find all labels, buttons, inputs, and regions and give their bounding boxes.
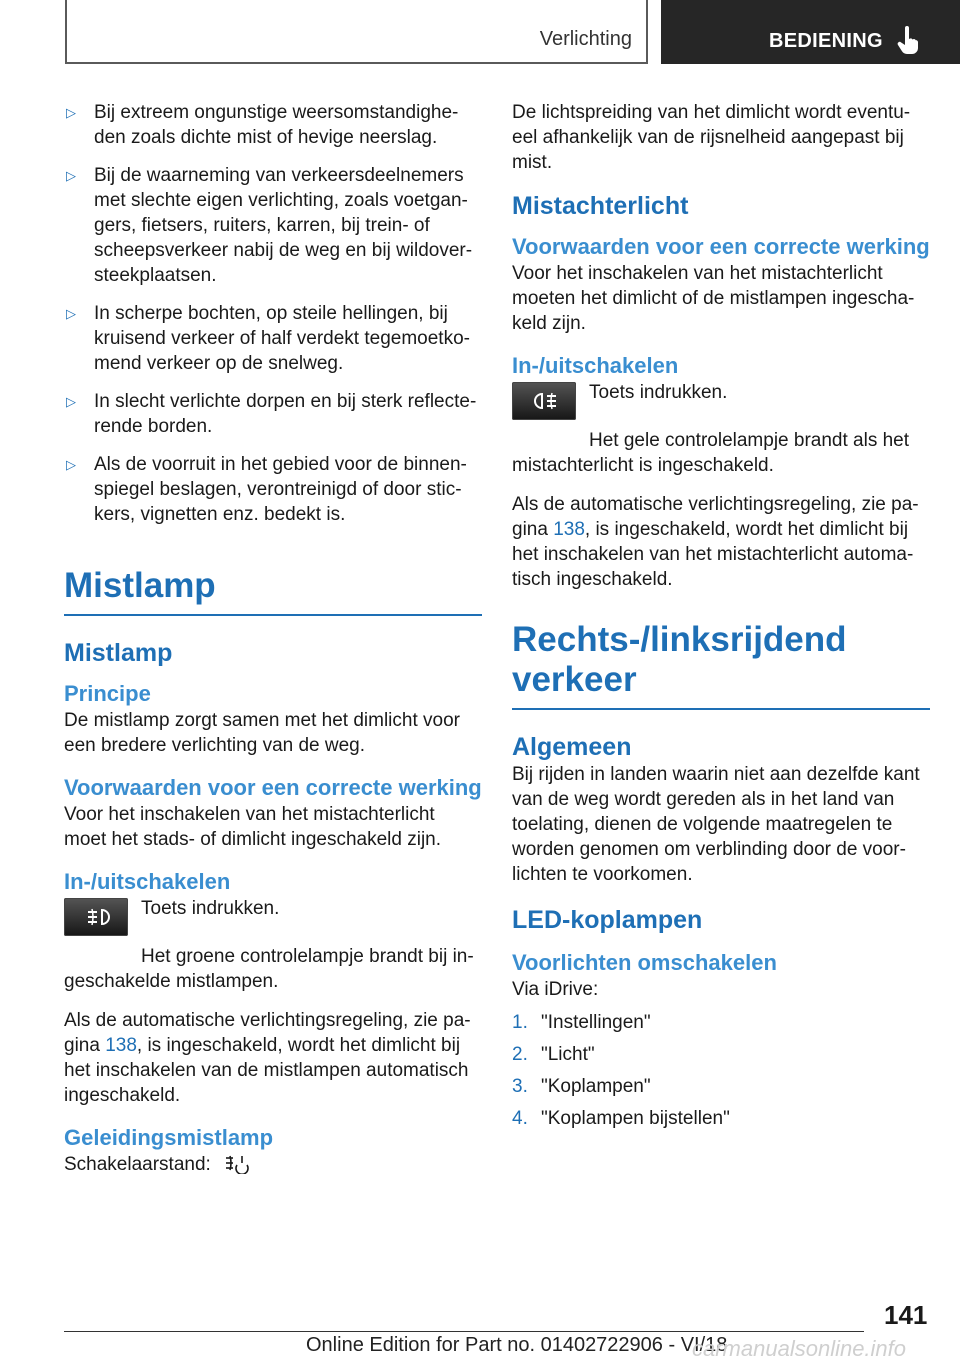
- switch-position-icon: [222, 1152, 250, 1174]
- list-item: ▷ In slecht verlichte dorpen en bij sterk reflecte‐rende borden.: [66, 391, 477, 437]
- conditions-text: Voor het inschakelen van het mistachterlicht moet het stads- of dimlicht ingeschakeld zijn.: [64, 804, 442, 850]
- section-title: BEDIENING: [769, 30, 883, 52]
- switch-indicator-text-rear: Het gele controlelampje brandt als het mistachterlicht is ingeschakeld.: [512, 430, 910, 476]
- step-item: 4. "Koplampen bijstellen": [512, 1108, 730, 1129]
- watermark: carmanualsonline.info: [692, 1336, 907, 1361]
- list-item: ▷ In scherpe bochten, op steile hellingen, bij kruisend verkeer of half verdekt tegemoetko‐mend verkeer op de snelweg.: [66, 303, 470, 374]
- right-column: [512, 100, 930, 1138]
- heading-switch: In-/uitschakelen: [64, 869, 231, 894]
- rear-fog-switch-row: [512, 380, 930, 420]
- step-item: 2. "Licht": [512, 1044, 595, 1065]
- conditions-text-rear: Voor het inschakelen van het mistachterlicht moeten het dimlicht of de mistlampen ingescha‐keld zijn.: [512, 263, 915, 334]
- triangle-bullet-icon: ▷: [66, 168, 76, 183]
- heading-principe: Principe: [64, 681, 151, 706]
- general-text: Bij rijden in landen waarin niet aan dezelfde kant van de weg wordt gereden als in het land van toelating, dienen de volgende maatregelen te worden genomen om verblinding door de voor‐lichten te voorkomen.: [512, 764, 920, 885]
- heading-algemeen: Algemeen: [512, 733, 632, 761]
- section-heading-traffic: Rechts-/linksrijdend verkeer: [512, 620, 930, 710]
- section-heading-mistlamp: Mistlamp: [64, 566, 482, 616]
- auto-lighting-text-rear: Als de automatische verlichtingsregeling, zie pa‐gina 138, is ingeschakeld, wordt het dimlicht bij het inschakelen van het mistachterlicht automa‐tisch ingeschakeld.: [512, 494, 919, 590]
- left-column: [64, 100, 482, 1177]
- page-link[interactable]: 138: [553, 519, 585, 540]
- triangle-bullet-icon: ▷: [66, 394, 76, 409]
- intro-text: De lichtspreiding van het dimlicht wordt eventu‐eel afhankelijk van de rijsnelheid aangepast bij mist.: [512, 102, 911, 173]
- fog-lamp-switch-row: [64, 896, 482, 936]
- heading-switch-headlights: Voorlichten omschakelen: [512, 950, 777, 975]
- list-item: ▷ Als de voorruit in het gebied voor de binnen‐spiegel beslagen, verontreinigd of door stic‐kers, vignetten enz. bedekt is.: [66, 454, 467, 525]
- footer-edition: Online Edition for Part no. 01402722906 - VI/18: [306, 1334, 728, 1356]
- section-tab: [661, 0, 960, 64]
- auto-lighting-text: Als de automatische verlichtingsregeling, zie pa‐gina 138, is ingeschakeld, wordt het dimlicht bij het inschakelen van de mistlampen automatisch ingeschakeld.: [64, 1010, 471, 1106]
- page-link[interactable]: 138: [105, 1035, 137, 1056]
- rear-fog-lamp-icon: [512, 382, 576, 420]
- page-number: 141: [884, 1300, 928, 1330]
- heading-mistachterlicht: Mistachterlicht: [512, 192, 689, 220]
- front-fog-lamp-icon: [64, 898, 128, 936]
- idrive-steps: [512, 1010, 930, 1131]
- triangle-bullet-icon: ▷: [66, 105, 76, 120]
- switch-instruction: Toets indrukken.: [141, 898, 280, 919]
- heading-switch-rear: In-/uitschakelen: [512, 353, 679, 378]
- footer-divider: [64, 1331, 864, 1332]
- rear-fog-lamp-button-image: [512, 382, 576, 420]
- step-item: 1. "Instellingen": [512, 1012, 651, 1033]
- heading-guide-fog-lamp: Geleidingsmistlamp: [64, 1125, 274, 1150]
- heading-conditions-rear: Voorwaarden voor een correcte werking: [512, 234, 930, 259]
- step-item: 3. "Koplampen": [512, 1076, 651, 1097]
- guide-text: Schakelaarstand:: [64, 1152, 482, 1177]
- subsection-heading-mistlamp: Mistlamp: [64, 639, 173, 667]
- triangle-bullet-icon: ▷: [66, 457, 76, 472]
- via-idrive: Via iDrive:: [512, 979, 599, 1000]
- chapter-title: Verlichting: [539, 28, 632, 50]
- switch-indicator-text: Het groene controlelampje brandt bij in‐geschakelde mistlampen.: [64, 946, 474, 992]
- triangle-bullet-icon: ▷: [66, 306, 76, 321]
- list-item: ▷ Bij extreem ongunstige weersomstandighe‐den zoals dichte mist of hevige neerslag.: [66, 102, 459, 148]
- header-frame: [65, 0, 648, 64]
- front-fog-lamp-button-image: [64, 898, 128, 936]
- list-item: ▷ Bij de waarneming van verkeersdeelnemers met slechte eigen verlichting, zoals voetgan‐gers, fietsers, ruiters, karren, bij trein- of scheepsverkeer nabij de weg en bij wildover‐steekplaatsen.: [66, 165, 473, 286]
- principe-text: De mistlamp zorgt samen met het dimlicht voor een bredere verlichting van de weg.: [64, 710, 460, 756]
- pointing-hand-icon: [897, 26, 919, 54]
- conditions-list: [64, 100, 482, 527]
- switch-instruction-rear: Toets indrukken.: [589, 382, 728, 403]
- heading-conditions: Voorwaarden voor een correcte werking: [64, 775, 482, 800]
- heading-led-koplampen: LED-koplampen: [512, 906, 703, 934]
